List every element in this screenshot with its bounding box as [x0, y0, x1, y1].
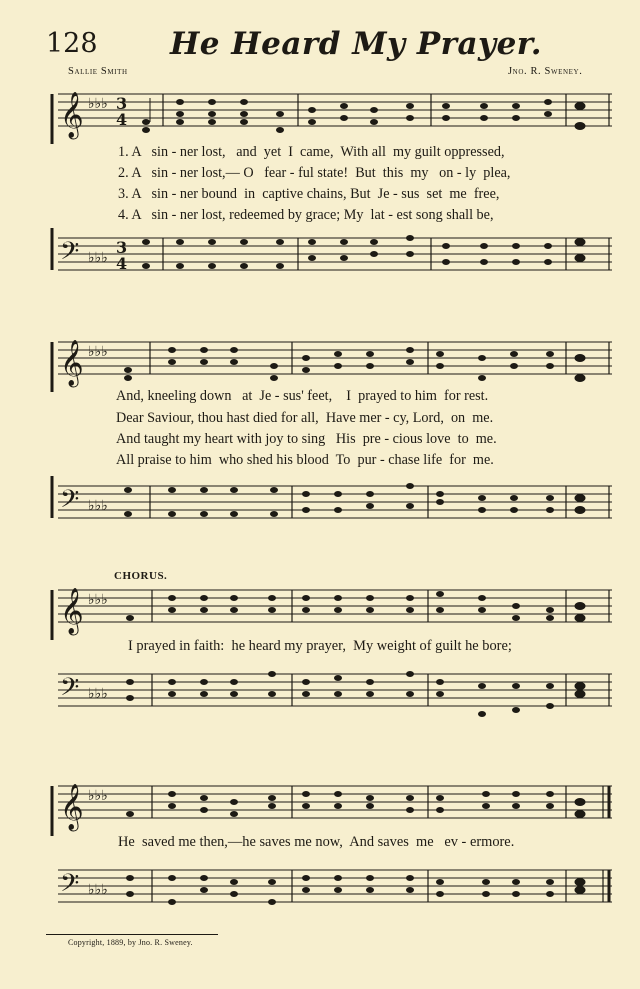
verse4-system1: 4. A sin - ner lost, redeemed by grace; My lat - est song shall be, — [118, 207, 494, 223]
treble-clef-icon: 𝄞 — [60, 340, 84, 386]
bass-clef-icon: 𝄢 — [60, 237, 80, 272]
svg-text:4: 4 — [116, 110, 128, 129]
composer-credit: Jno. R. Sweney. — [508, 66, 583, 77]
bass-clef-icon: 𝄢 — [60, 673, 80, 708]
hymn-title: He Heard My Prayer. — [170, 26, 543, 62]
svg-text:3: 3 — [116, 94, 128, 113]
flat-sign-icon: ♭♭♭ — [88, 96, 108, 112]
flat-sign-icon: ♭♭♭ — [88, 250, 108, 266]
system3-bass-staff — [0, 664, 640, 724]
chorus-line1: I prayed in faith: he heard my prayer, My weight of guilt he bore; — [128, 638, 512, 654]
system3-treble-staff — [0, 580, 640, 640]
copyright-notice: Copyright, 1889, by Jno. R. Sweney. — [68, 938, 193, 947]
verse4-system2: All praise to him who shed his blood To pur - chase life for me. — [116, 452, 494, 468]
notes — [142, 235, 609, 270]
copyright-divider — [46, 934, 218, 935]
flat-sign-icon: ♭♭♭ — [88, 344, 108, 360]
system1-bass-staff — [0, 228, 640, 288]
flat-sign-icon: ♭♭♭ — [88, 686, 108, 702]
bass-clef-icon: 𝄢 — [60, 485, 80, 520]
system1-treble-staff — [0, 84, 640, 144]
notes — [124, 342, 609, 382]
treble-clef-icon: 𝄞 — [60, 784, 84, 830]
flat-sign-icon: ♭♭♭ — [88, 788, 108, 804]
notes — [126, 671, 609, 717]
chorus-label: CHORUS. — [114, 570, 168, 582]
system2-bass-staff — [0, 476, 640, 536]
system2-treble-staff — [0, 332, 640, 392]
flat-sign-icon: ♭♭♭ — [88, 882, 108, 898]
svg-text:4: 4 — [116, 254, 128, 273]
chorus-line2: He saved me then,—he saves me now, And saves me ev - ermore. — [118, 834, 515, 850]
svg-text:3: 3 — [116, 238, 128, 257]
verse3-system1: 3. A sin - ner bound in captive chains, But Je - sus set me free, — [118, 186, 500, 202]
bass-clef-icon: 𝄢 — [60, 869, 80, 904]
verse2-system1: 2. A sin - ner lost,— O fear - ful state! But this my on - ly plea, — [118, 165, 511, 181]
lyricist-credit: Sallie Smith — [68, 66, 128, 77]
page-number: 128 — [46, 28, 98, 59]
verse3-system2: And taught my heart with joy to sing His pre - cious love to me. — [116, 431, 497, 447]
treble-clef-icon: 𝄞 — [60, 92, 84, 138]
notes — [126, 870, 609, 905]
flat-sign-icon: ♭♭♭ — [88, 498, 108, 514]
flat-sign-icon: ♭♭♭ — [88, 592, 108, 608]
treble-clef-icon: 𝄞 — [60, 588, 84, 634]
notes — [142, 94, 609, 133]
staff-lines — [58, 94, 612, 126]
notes — [124, 483, 609, 518]
verse1-system2: And, kneeling down at Je - sus' feet, I prayed to him for rest. — [116, 388, 489, 404]
verse2-system2: Dear Saviour, thou hast died for all, Have mer - cy, Lord, on me. — [116, 410, 494, 426]
system4-bass-staff — [0, 860, 640, 920]
verse1-system1: 1. A sin - ner lost, and yet I came, With all my guilt oppressed, — [118, 144, 505, 160]
system4-treble-staff — [0, 776, 640, 836]
